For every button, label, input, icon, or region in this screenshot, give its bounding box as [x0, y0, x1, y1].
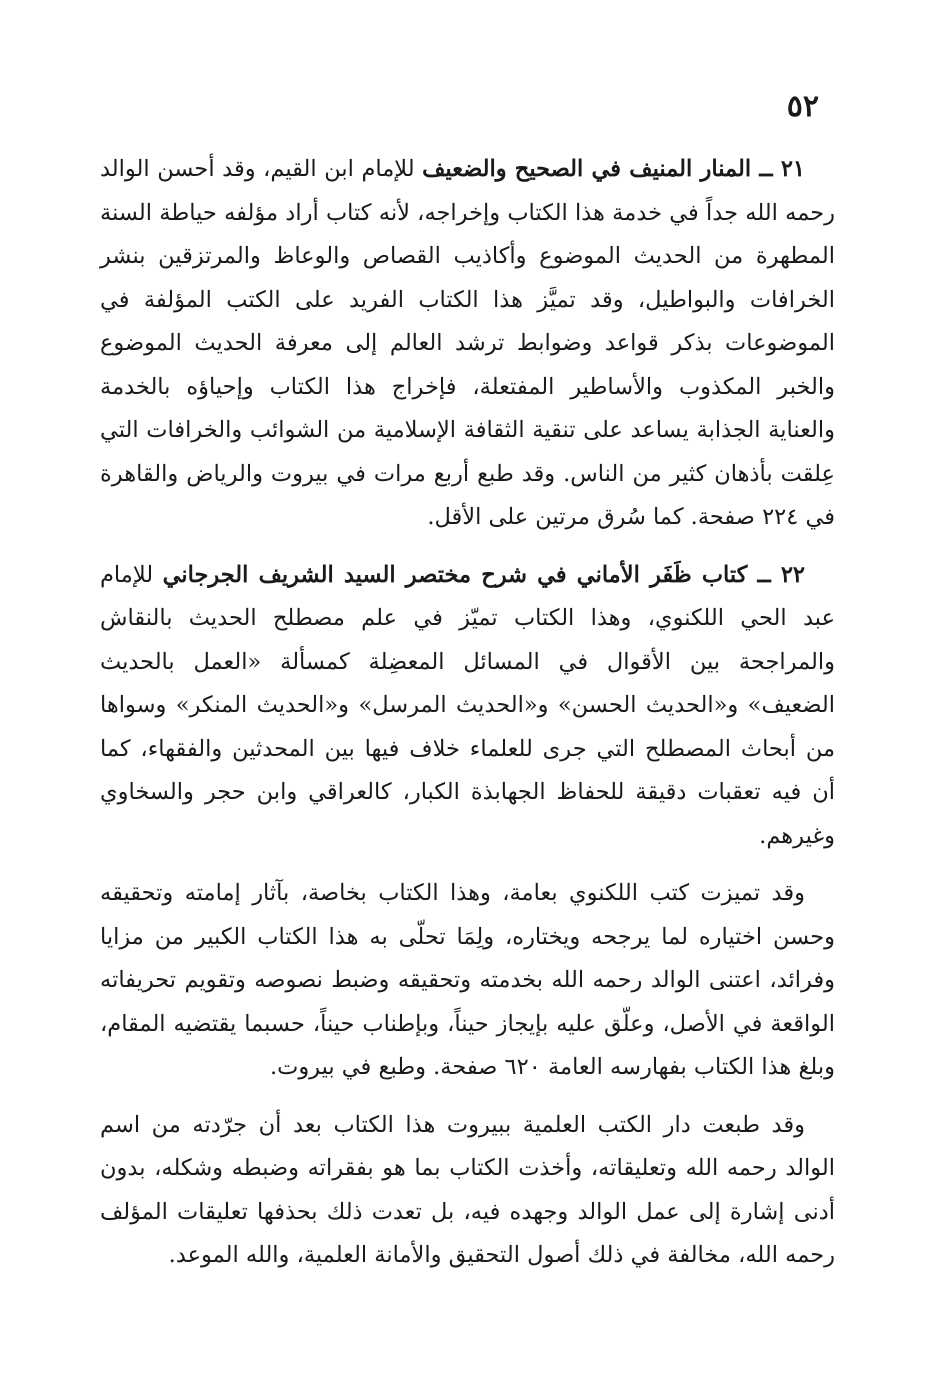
paragraph-features — [100, 872, 835, 1090]
paragraph-body: للإمام ابن القيم، وقد أحسن الوالد رحمه الله جداً في خدمة هذا الكتاب وإخراجه، لأنه كتاب أراد مؤلفه حياطة السنة المطهرة من الحديث الموضوع وأكاذيب القصاص والوعاظ والمرتزقين بنشر الخرافات والبواطيل، وقد تميَّز هذا الكتاب الفريد على الكتب المؤلفة في الموضوعات بذكر قواعد وضوابط ترشد العالم إلى معرفة الحديث الموضوع والخبر المكذوب والأساطير المفتعلة، فإخراج هذا الكتاب وإحياؤه بالخدمة والعناية الجذابة يساعد على تنقية الثقافة الإسلامية من الشوائب والخرافات التي عِلقت بأذهان كثير من الناس. وقد طبع أربع مرات في بيروت والرياض والقاهرة في ٢٢٤ صفحة. كما سُرق مرتين على الأقل. — [100, 156, 835, 530]
paragraph-reprint — [100, 1104, 835, 1278]
paragraph-body: وقد تميزت كتب اللكنوي بعامة، وهذا الكتاب بخاصة، بآثار إمامته وتحقيقه وحسن اختياره لما يرجحه ويختاره، ولِمَا تحلّى به هذا الكتاب الكبير من مزايا وفرائد، اعتنى الوالد رحمه الله بخدمته وتحقيقه وضبط نصوصه وتقويم تحريفاته الواقعة في الأصل، وعلّق عليه بإيجاز حيناً، وبإطناب حيناً، حسبما يقتضيه المقام، وبلغ هذا الكتاب بفهارسه العامة ٦٢٠ صفحة. وطبع في بيروت. — [100, 880, 835, 1080]
paragraph-body: للإمام عبد الحي اللكنوي، وهذا الكتاب تميّز في علم مصطلح الحديث بالنقاش والمراجحة بين الأقوال في المسائل المعضِلة كمسألة «العمل بالحديث الضعيف» و«الحديث الحسن» و«الحديث المرسل» و«الحديث المنكر» وسواها من أبحاث المصطلح التي جرى للعلماء خلاف فيها بين المحدثين والفقهاء، كما أن فيه تعقبات دقيقة للحفاظ الجهابذة الكبار، كالعراقي وابن حجر والسخاوي وغيرهم. — [100, 561, 835, 849]
paragraph-22 — [100, 554, 835, 859]
paragraph-21 — [100, 148, 835, 540]
page-number: ٥٢ — [786, 89, 819, 124]
paragraph-heading: ٢٢ ــ كتاب ظَفَر الأماني في شرح مختصر السيد الشريف الجرجاني — [162, 561, 805, 588]
paragraph-body: وقد طبعت دار الكتب العلمية ببيروت هذا الكتاب بعد أن جرّدته من اسم الوالد رحمه الله وتعليقاته، وأخذت الكتاب بما هو بفقراته وضبطه وشكله، بدون أدنى إشارة إلى عمل الوالد وجهده فيه، بل تعدت ذلك بحذفها تعليقات المؤلف رحمه الله، مخالفة في ذلك أصول التحقيق والأمانة العلمية، والله الموعد. — [100, 1111, 835, 1268]
paragraph-heading: ٢١ ــ المنار المنيف في الصحيح والضعيف — [422, 156, 805, 182]
body-text — [100, 148, 835, 1292]
